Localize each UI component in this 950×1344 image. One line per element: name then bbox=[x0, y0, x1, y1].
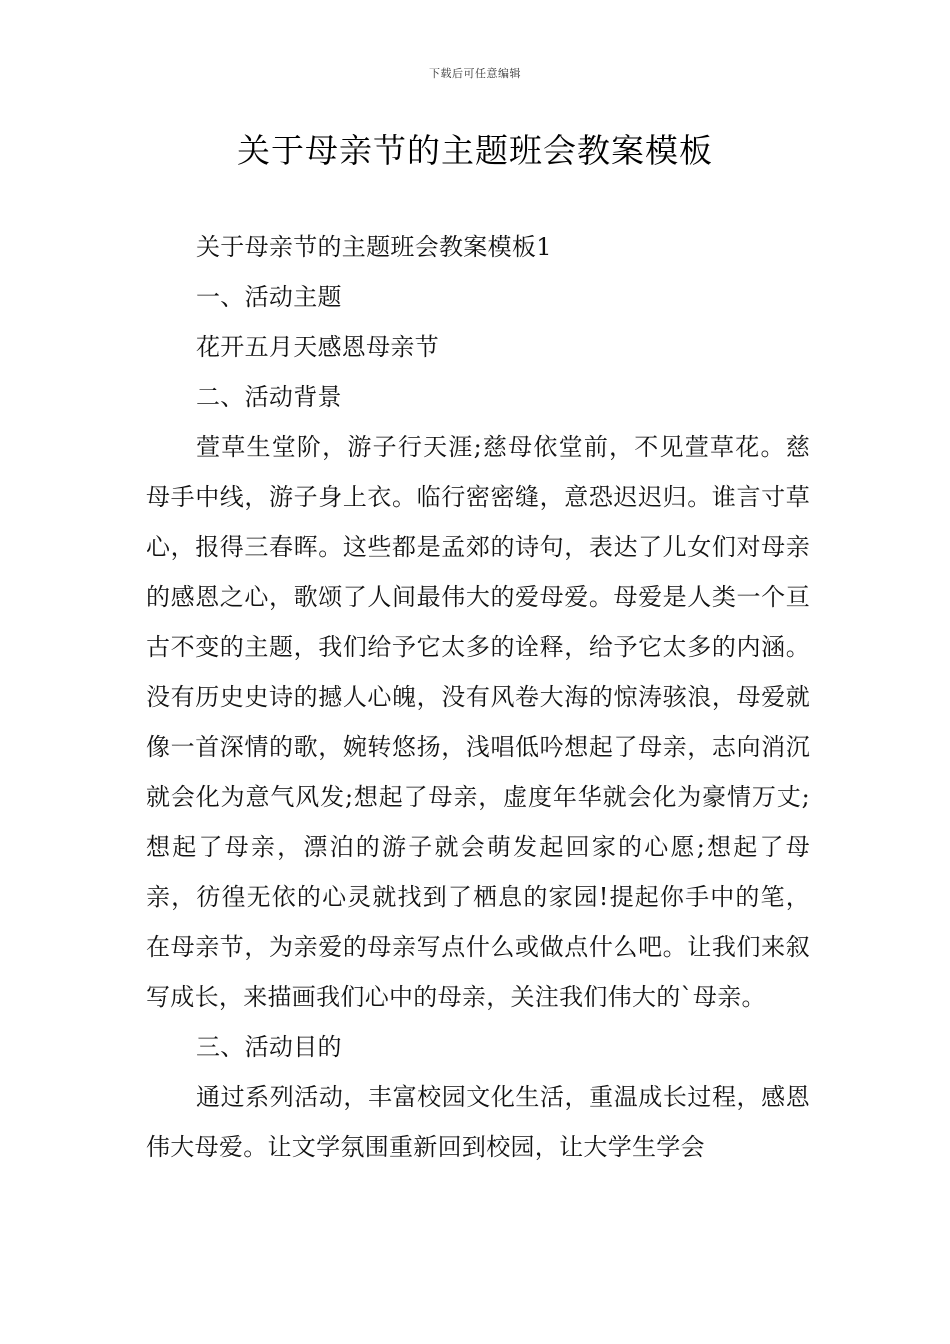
section-heading-purpose: 三、活动目的 bbox=[196, 1033, 342, 1061]
theme-paragraph: 花开五月天感恩母亲节 bbox=[196, 333, 439, 361]
purpose-paragraph: 通过系列活动，丰富校园文化生活，重温成长过程，感恩伟大母爱。让文学氛围重新回到校园，让大学生学会 bbox=[146, 1083, 810, 1161]
subtitle-paragraph: 关于母亲节的主题班会教案模板1 bbox=[196, 233, 552, 261]
section-heading-background: 二、活动背景 bbox=[196, 383, 342, 411]
document-title: 关于母亲节的主题班会教案模板 bbox=[237, 131, 713, 170]
header-note: 下载后可任意编辑 bbox=[429, 67, 521, 80]
section-heading-theme: 一、活动主题 bbox=[196, 283, 342, 311]
background-paragraph: 萱草生堂阶，游子行天涯;慈母依堂前，不见萱草花。慈母手中线，游子身上衣。临行密密缝，意恐迟迟归。谁言寸草心，报得三春晖。这些都是孟郊的诗句，表达了儿女们对母亲的感恩之心，歌颂了人间最伟大的爱母爱。母爱是人类一个亘古不变的主题，我们给予它太多的诠释，给予它太多的内涵。没有历史史诗的撼人心魄，没有风卷大海的惊涛骇浪，母爱就像一首深情的歌，婉转悠扬，浅唱低吟想起了母亲，志向消沉就会化为意气风发;想起了母亲，虚度年华就会化为豪情万丈;想起了母亲，漂泊的游子就会萌发起回家的心愿;想起了母亲，彷徨无依的心灵就找到了栖息的家园!提起你手中的笔，在母亲节，为亲爱的母亲写点什么或做点什么吧。让我们来叙写成长，来描画我们心中的母亲，关注我们伟大的`母亲。 bbox=[146, 433, 810, 1011]
document-body bbox=[146, 222, 810, 1172]
